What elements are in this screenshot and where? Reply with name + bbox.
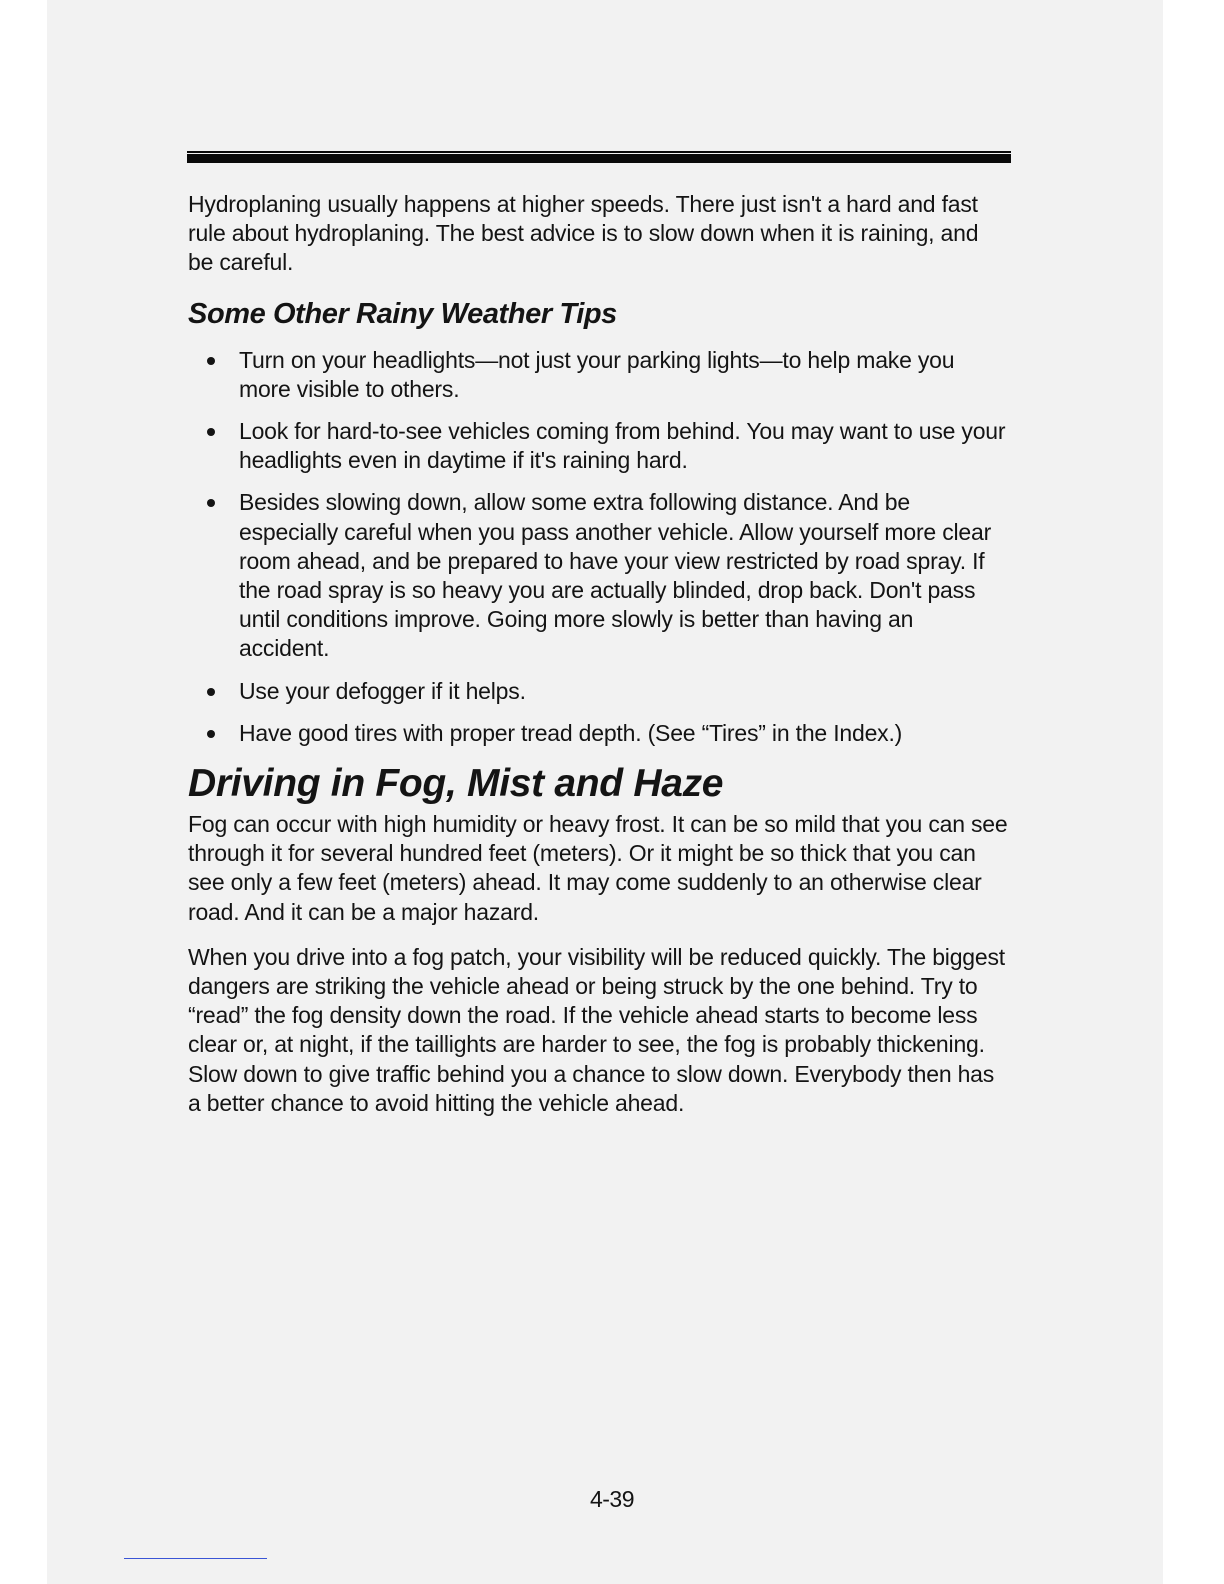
bullet-icon [207, 357, 215, 365]
bullet-icon [207, 499, 215, 507]
list-item [188, 677, 1008, 706]
bullet-icon [207, 428, 215, 436]
footer-link-underline [124, 1558, 267, 1559]
list-item [188, 488, 1008, 663]
fog-section-heading: Driving in Fog, Mist and Haze [188, 762, 724, 806]
header-rule [187, 154, 1011, 163]
bullet-icon [207, 730, 215, 738]
list-item [188, 346, 1008, 404]
rainy-tips-list [188, 346, 1008, 748]
list-item [188, 417, 1008, 475]
page-number: 4-39 [589, 1486, 635, 1512]
list-item-text: Besides slowing down, allow some extra following distance. And be especially careful when you pass another vehicle. Allow yourself more clear room ahead, and be prepared to have your view restricted by road spray. If the road spray is so heavy you are actually blinded, drop back. Don't pass until conditions improve. Going more slowly is better than having an accident. [239, 489, 992, 662]
rainy-tips-heading: Some Other Rainy Weather Tips [188, 297, 617, 330]
bullet-icon [207, 688, 215, 696]
header-rule-thin [187, 151, 1011, 153]
list-item-text: Use your defogger if it helps. [239, 677, 526, 704]
list-item-text: Turn on your headlights—not just your parking lights—to help make you more visible to others. [239, 346, 955, 402]
list-item-text: Look for hard-to-see vehicles coming from behind. You may want to use your headlights even in daytime if it's raining hard. [239, 418, 1006, 474]
page-content [188, 190, 1008, 1118]
fog-paragraph: When you drive into a fog patch, your visibility will be reduced quickly. The biggest dangers are striking the vehicle ahead or being struck by the one behind. Try to “read” the fog density down the road. If the vehicle ahead starts to become less clear or, at night, if the taillights are harder to see, the fog is probably thickening. Slow down to give traffic behind you a chance to slow down. Everybody then has a better chance to avoid hitting the vehicle ahead. [188, 943, 1005, 1116]
list-item-text: Have good tires with proper tread depth. (See “Tires” in the Index.) [239, 719, 903, 746]
fog-paragraph: Fog can occur with high humidity or heavy frost. It can be so mild that you can see through it for several hundred feet (meters). Or it might be so thick that you can see only a few feet (meters) ahead. It may come suddenly to an otherwise clear road. And it can be a major hazard. [188, 811, 1008, 925]
hydroplaning-paragraph: Hydroplaning usually happens at higher speeds. There just isn't a hard and fast rule about hydroplaning. The best advice is to slow down when it is raining, and be careful. [188, 191, 979, 276]
list-item [188, 719, 1008, 748]
